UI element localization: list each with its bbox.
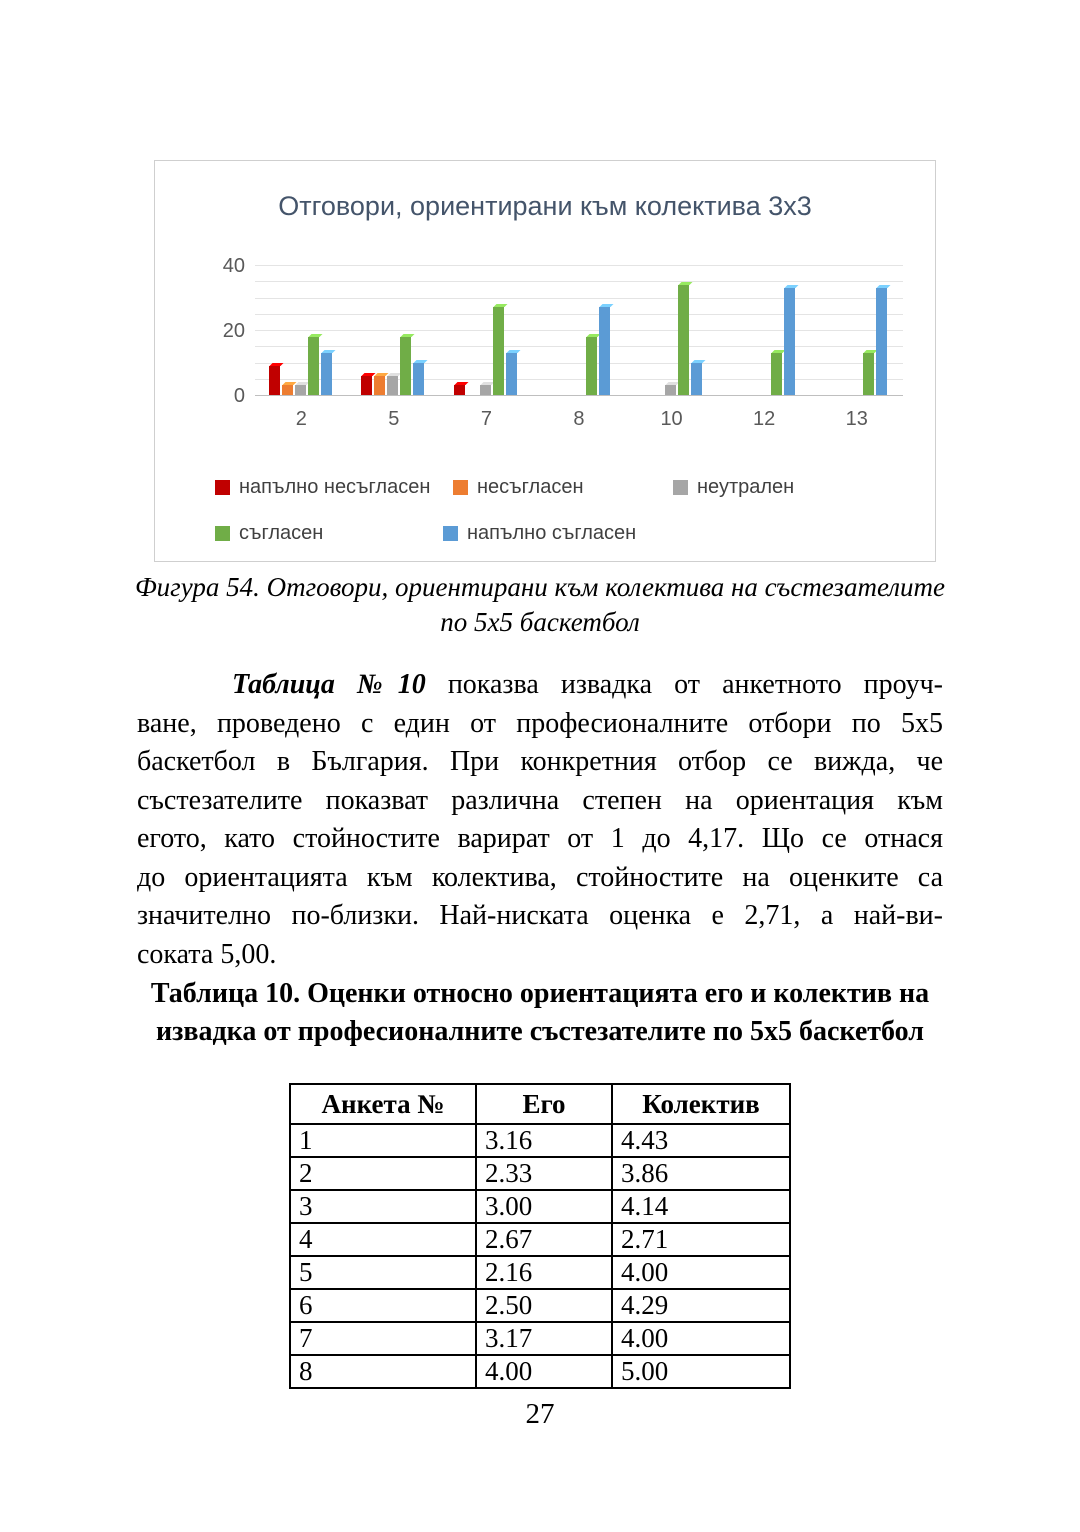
table-row	[290, 1157, 790, 1190]
table-cell: 2.67	[476, 1223, 612, 1256]
legend-swatch	[215, 526, 230, 541]
paragraph-line: соката 5,00.	[137, 938, 277, 970]
gridline	[255, 314, 903, 315]
table-cell: 3.17	[476, 1322, 612, 1355]
x-axis-line	[255, 395, 903, 396]
chart-title: Отговори, ориентирани към колектива 3х3	[278, 191, 812, 221]
table-row	[290, 1289, 790, 1322]
paragraph-line-text: показва извадка от анкетното проуч-	[425, 669, 943, 700]
table-row	[290, 1256, 790, 1289]
bar-8-series-4	[599, 307, 610, 395]
bar-10-series-3	[678, 285, 689, 396]
x-axis-tick-label: 8	[573, 408, 585, 430]
bar-13-series-3	[863, 353, 874, 395]
legend-item	[673, 476, 794, 499]
table-row	[290, 1223, 790, 1256]
bar-5-series-3	[400, 337, 411, 396]
table-cell: 6	[290, 1289, 476, 1322]
bar-7-series-0	[454, 385, 465, 395]
bar-2-series-3	[308, 337, 319, 396]
bar-7-series-4	[506, 353, 517, 395]
gridline	[255, 281, 903, 282]
legend-swatch	[453, 480, 468, 495]
bar-5-series-4	[413, 363, 424, 396]
paragraph-line: значително по-близки. Най-ниската оценка е 2,71, а най-ви-	[137, 900, 943, 931]
table-cell: 1	[290, 1124, 476, 1157]
bar-7-series-3	[493, 307, 504, 395]
legend-label: напълно несъгласен	[239, 476, 431, 498]
table-header-cell: Колектив	[612, 1084, 790, 1124]
table-cell: 7	[290, 1322, 476, 1355]
figure-caption	[0, 570, 1080, 640]
table-cell: 4.29	[612, 1289, 790, 1322]
gridline	[255, 346, 903, 347]
x-axis-tick-label: 10	[660, 408, 683, 430]
paragraph-line: до ориентацията към колектива, стойностите на оценките са	[137, 861, 943, 893]
table-row	[290, 1190, 790, 1223]
y-axis-tick-label: 20	[222, 320, 245, 342]
gridline	[255, 330, 903, 331]
table-cell: 5	[290, 1256, 476, 1289]
bar-10-series-2	[665, 385, 676, 395]
x-axis-tick-label: 12	[753, 408, 776, 430]
legend-item	[453, 476, 583, 499]
table-row	[290, 1322, 790, 1355]
table-cell: 2.71	[612, 1223, 790, 1256]
paragraph-line: състезателите показват различна степен на ориентация към	[137, 784, 943, 816]
table-header-cell: Его	[476, 1084, 612, 1124]
paragraph-line: баскетбол в България. При конкретния отбор се вижда, че	[137, 746, 943, 777]
table-cell: 8	[290, 1355, 476, 1388]
gridline	[255, 363, 903, 364]
paragraph-lead: Таблица №10	[232, 669, 426, 700]
bar-10-series-4	[691, 363, 702, 396]
legend-item	[215, 522, 323, 545]
legend-label: съгласен	[239, 522, 324, 544]
table-cell: 2.16	[476, 1256, 612, 1289]
table-10-heading	[80, 975, 1000, 1051]
legend-swatch	[215, 480, 230, 495]
x-axis-tick-label: 2	[295, 408, 307, 430]
legend-label: напълно съгласен	[467, 522, 637, 544]
table-cell: 5.00	[612, 1355, 790, 1388]
table-cell: 2	[290, 1157, 476, 1190]
paragraph-line: ване, проведено с един от професионалните отбори по 5х5	[137, 707, 943, 739]
table-cell: 3.16	[476, 1124, 612, 1157]
gridline	[255, 265, 903, 266]
bar-5-series-1	[374, 376, 385, 396]
bar-7-series-2	[480, 385, 491, 395]
table-cell: 4.00	[476, 1355, 612, 1388]
table-cell: 4	[290, 1223, 476, 1256]
table-header-row	[290, 1084, 790, 1124]
bar-2-series-2	[295, 385, 306, 395]
page-number: 27	[525, 1398, 555, 1430]
legend-item	[215, 476, 430, 499]
bar-2-series-4	[321, 353, 332, 395]
table-body	[290, 1124, 790, 1388]
table-cell: 2.50	[476, 1289, 612, 1322]
bar-2-series-1	[282, 385, 293, 395]
y-axis-tick-label: 40	[222, 255, 245, 277]
table-cell: 4.00	[612, 1322, 790, 1355]
legend-swatch	[443, 526, 458, 541]
x-axis-tick-label: 5	[388, 408, 400, 430]
paragraph	[137, 666, 943, 974]
y-axis-tick-label: 0	[233, 385, 245, 407]
paragraph-line: егото, като стойностите варират от 1 до 4,17. Що се отнася	[137, 823, 943, 854]
table-row	[290, 1124, 790, 1157]
bar-2-series-0	[269, 366, 280, 395]
figure-caption-line: по 5х5 баскетбол	[440, 607, 640, 637]
bar-5-series-2	[387, 376, 398, 396]
bar-8-series-3	[586, 337, 597, 396]
legend-label: неутрален	[697, 476, 795, 498]
table-10	[289, 1083, 791, 1389]
table-header-cell: Анкета №	[290, 1084, 476, 1124]
bar-13-series-4	[876, 288, 887, 395]
table-cell: 4.43	[612, 1124, 790, 1157]
bar-12-series-3	[771, 353, 782, 395]
x-axis-tick-label: 7	[480, 408, 492, 430]
table-cell: 3.00	[476, 1190, 612, 1223]
bar-12-series-4	[784, 288, 795, 395]
table-cell: 4.14	[612, 1190, 790, 1223]
table-cell: 2.33	[476, 1157, 612, 1190]
chart-legend	[155, 476, 935, 561]
chart-plot	[222, 255, 903, 430]
table-cell: 3	[290, 1190, 476, 1223]
gridline	[255, 298, 903, 299]
legend-item	[443, 522, 636, 545]
legend-swatch	[673, 480, 688, 495]
table-cell: 3.86	[612, 1157, 790, 1190]
table-cell: 4.00	[612, 1256, 790, 1289]
table-row	[290, 1355, 790, 1388]
x-axis-tick-label: 13	[845, 408, 868, 430]
table-heading-line: извадка от професионалните състезателите по 5х5 баскетбол	[156, 1016, 924, 1047]
gridline	[255, 379, 903, 380]
figure-54-chart	[154, 160, 936, 562]
legend-label: несъгласен	[477, 476, 584, 498]
table-heading-line: Таблица 10. Оценки относно ориентацията его и колектив на	[150, 978, 930, 1009]
paragraph-line	[137, 666, 943, 705]
figure-caption-line: Фигура 54. Отговори, ориентирани към колектива на състезателите	[134, 572, 946, 602]
bar-5-series-0	[361, 376, 372, 396]
